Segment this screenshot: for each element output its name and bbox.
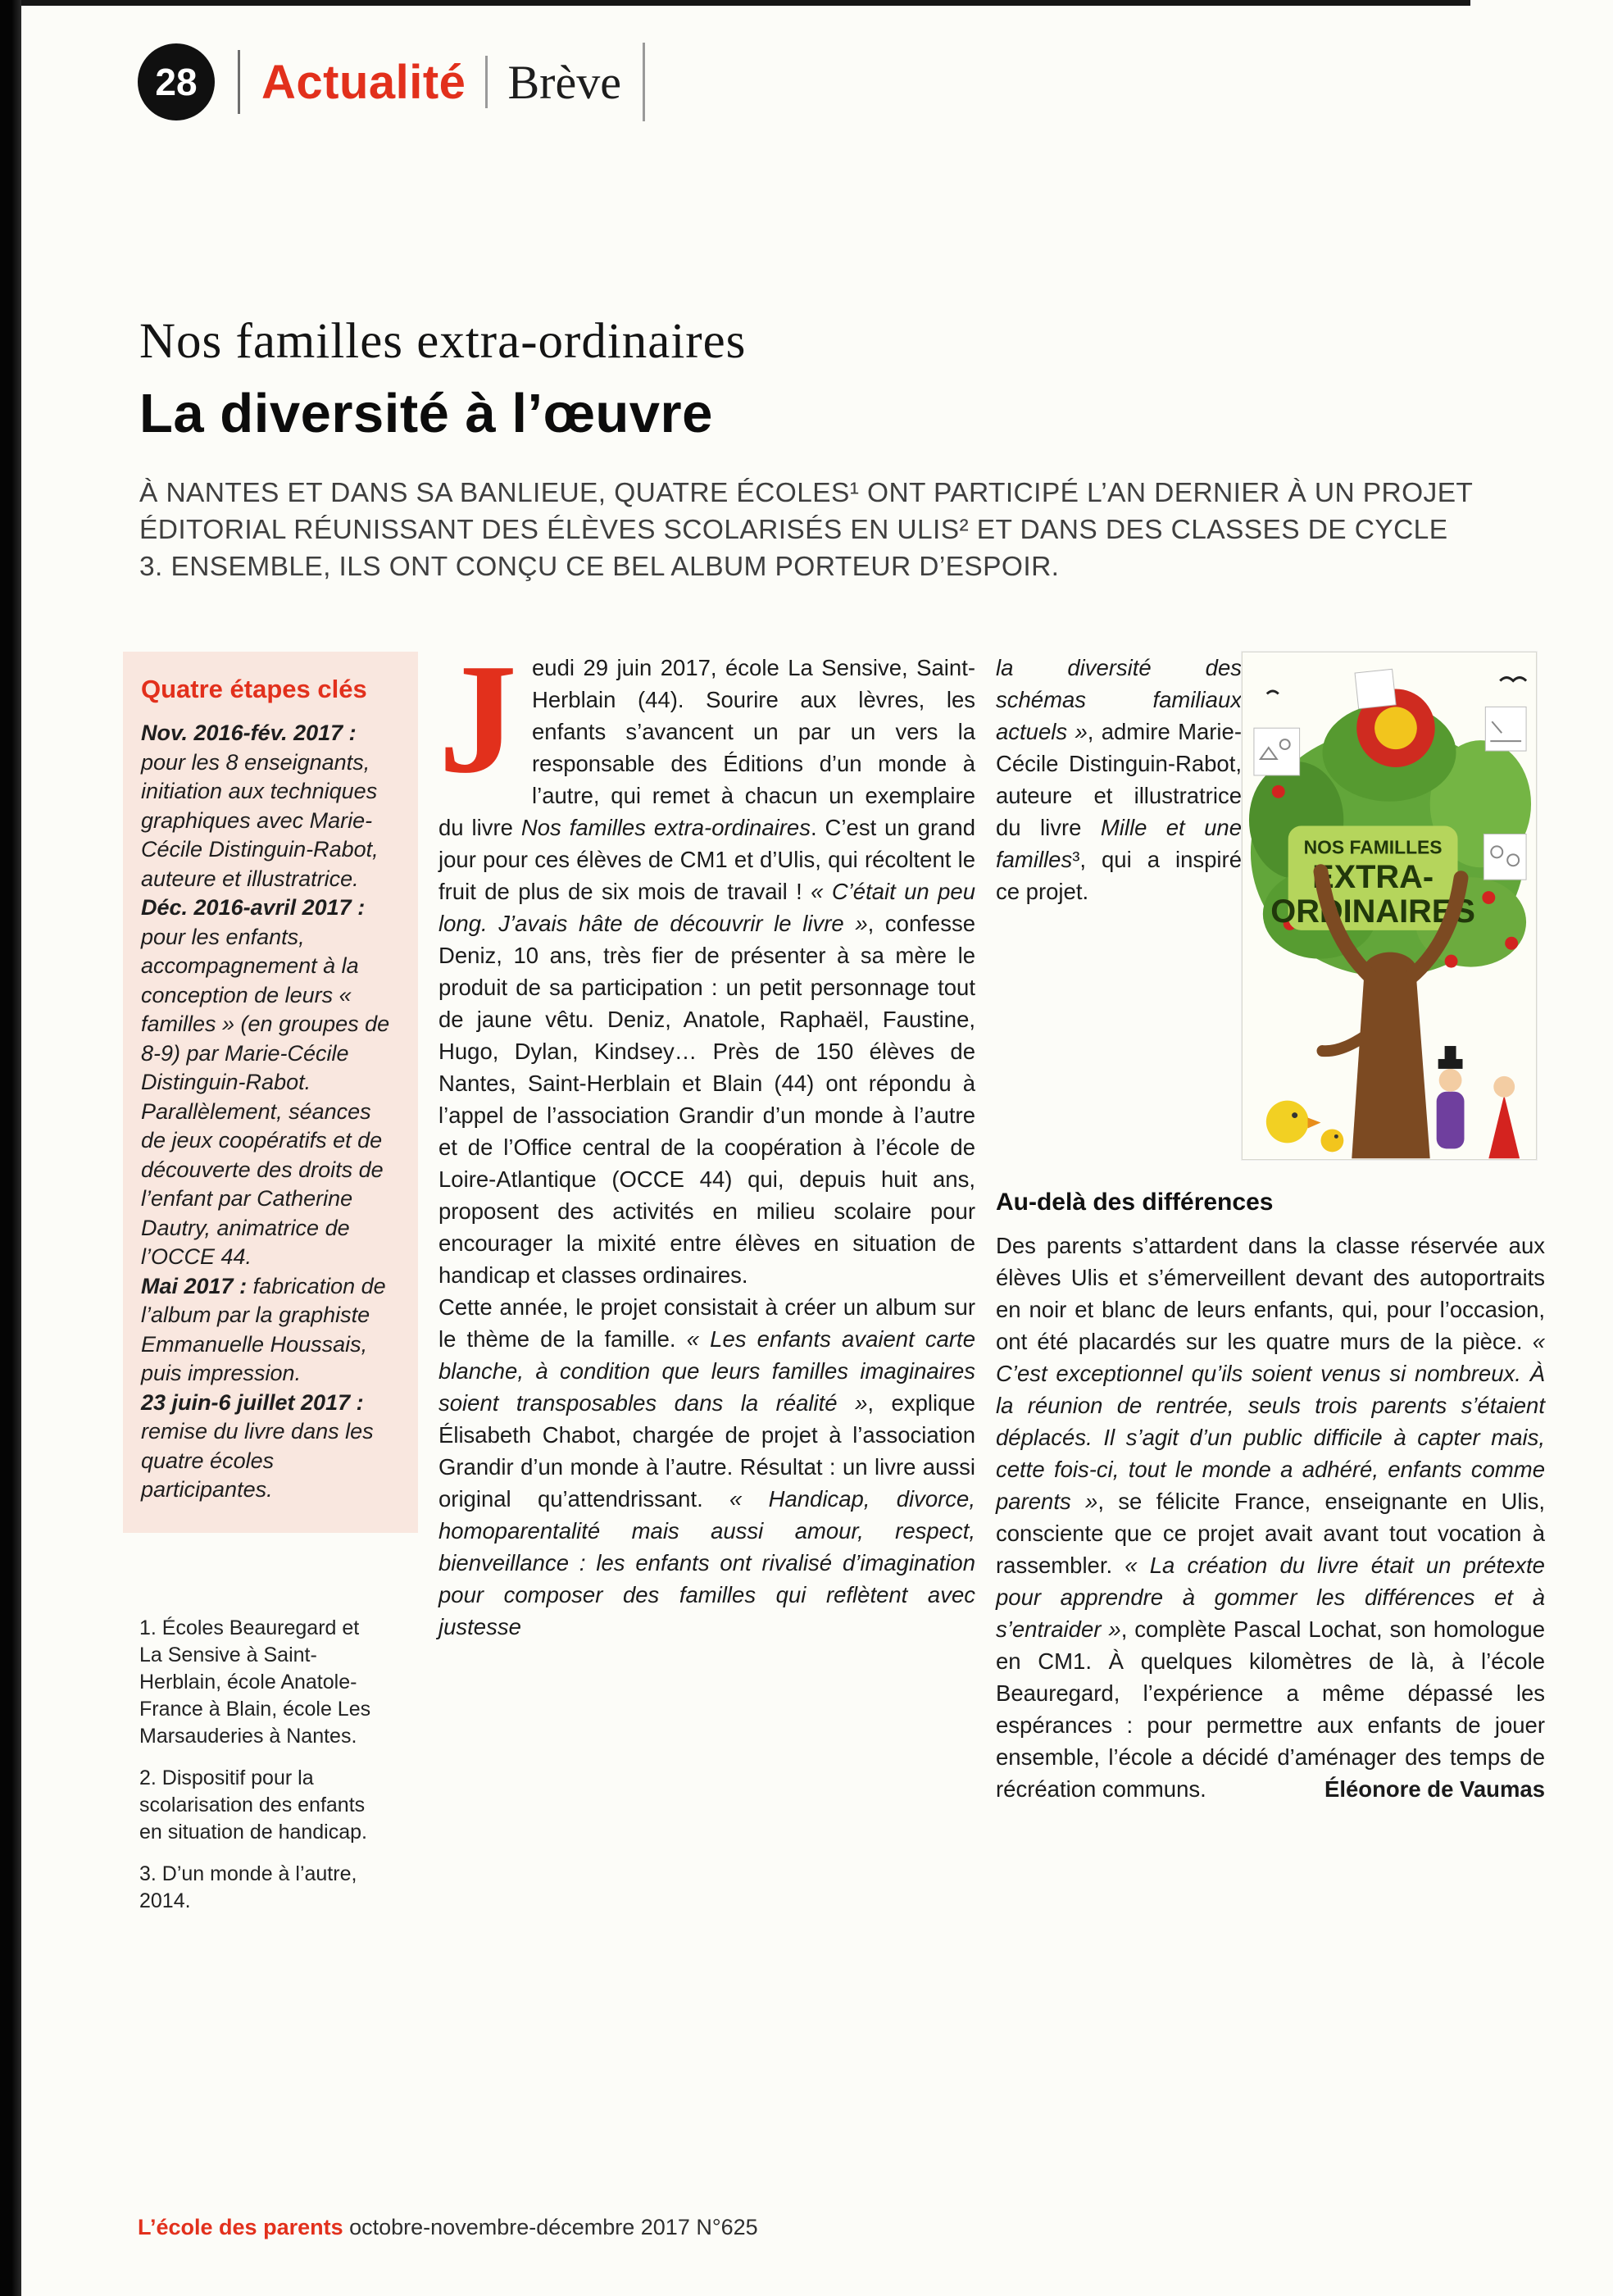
- paragraph-2-continuation: la diversité des schémas familiaux actuels », admire Marie-Cécile Distinguin-Rabot, auteure et illustratrice du livre Mille et une familles³, qui a inspiré ce projet.: [996, 655, 1242, 904]
- drop-cap: J: [438, 631, 517, 806]
- page-footer: [138, 2215, 758, 2240]
- sidebar-entry-date: Mai 2017 :: [141, 1273, 253, 1298]
- header-divider: [485, 56, 488, 108]
- sidebar-entry: [141, 719, 398, 893]
- sidebar-entry: [141, 1389, 398, 1505]
- sidebar-entry-date: 23 juin-6 juillet 2017 :: [141, 1389, 364, 1415]
- sidebar-entry: [141, 893, 398, 1272]
- scan-edge-left: [0, 0, 21, 2296]
- section-subhead: Au-delà des différences: [996, 1189, 1274, 1216]
- book-cover-photo: [1242, 652, 1537, 1160]
- header-divider: [238, 50, 240, 114]
- sidebar-title: Quatre étapes clés: [141, 675, 367, 703]
- article-columns: [123, 631, 1545, 1930]
- issue-info: octobre-novembre-décembre 2017 N°625: [343, 2215, 758, 2239]
- paragraph-2-text: Cette année, le projet consistait à créer un album sur le thème de la famille. « Les enfants avaient carte blanche, à condition que leurs familles imaginaires soient transposables dans la réalité », explique Élisabeth Chabot, chargée de projet à l’association Grandir d’un monde à l’autre. Résultat : un livre aussi original qu’attendrissant. « Handicap, divorce, homoparentalité mais aussi amour, respect, bienveillance : les enfants ont rivalisé d’imagination pour composer des familles qui reflètent avec justesse: [438, 1294, 975, 1639]
- article-paragraph-4: Des parents s’attardent dans la classe réservée aux élèves Ulis et s’émerveillent devant des autoportraits en noir et blanc de leurs enfants, qui, pour l’occasion, ont été placardés sur les quatre murs de la pièce. « C’est exceptionnel qu’ils soient venus si nombreux. À la réunion de rentrée, seuls trois parents s’étaient déplacés. Il s’agit d’un public difficile à capter mais, cette fois-ci, tout le monde a adhéré, enfants comme parents », se félicite France, enseignante en Ulis, consciente que ce projet avait avant tout vocation à rassembler. « La création du livre était un prétexte pour apprendre à gommer les différences et à s’entraider », complète Pascal Lochat, son homologue en CM1. À quelques kilomètres de là, à l’école Beauregard, l’expérience a même dépassé les espérances : pour permettre aux enfants de jouer ensemble, l’école a décidé d’aménager des temps de récréation communs.: [996, 1233, 1545, 1802]
- magazine-brand: L’école des parents: [138, 2215, 343, 2239]
- article-kicker: Nos familles extra-ordinaires: [139, 314, 747, 369]
- book-cover-illustration: [1243, 652, 1536, 1159]
- footnote-3: 3. D’un monde à l’autre, 2014.: [139, 1862, 357, 1912]
- sidebar-entry-text: fabrication de l’album par la graphiste Emmanuelle Houssais, puis impression.: [141, 1273, 386, 1385]
- sidebar-entry-date: Déc. 2016-avril 2017 :: [141, 895, 366, 920]
- header-divider: [643, 43, 645, 121]
- page-number-badge: 28: [138, 43, 215, 120]
- headline-block: [139, 313, 1484, 585]
- author-byline: Éléonore de Vaumas: [1324, 1776, 1545, 1802]
- article-paragraph-1: [438, 631, 976, 1291]
- left-column: [123, 652, 418, 1930]
- article-standfirst: À NANTES ET DANS SA BANLIEUE, QUATRE ÉCOLES¹ ONT PARTICIPÉ L’AN DERNIER À UN PROJET ÉDITORIAL RÉUNISSANT DES ÉLÈVES SCOLARISÉS EN ULIS² ET DANS DES CLASSES DE CYCLE 3. ENSEMBLE, ILS ONT CONÇU CE BEL ALBUM PORTEUR D’ESPOIR.: [139, 478, 1473, 582]
- sidebar-entry-text: remise du livre dans les quatre écoles participantes.: [141, 1419, 374, 1502]
- footnote-2: 2. Dispositif pour la scolarisation des enfants en situation de handicap.: [139, 1766, 367, 1844]
- article-title: La diversité à l’œuvre: [139, 383, 713, 444]
- sidebar-entry: [141, 1272, 398, 1389]
- section-label: Actualité: [261, 55, 466, 109]
- sidebar-entry-text: pour les enfants, accompagnement à la conception de leurs « familles » (en groupes de 8-9) par Marie-Cécile Distinguin-Rabot. Parallèlement, séances de jeux coopératifs et de découverte des droits de l’enfant par Catherine Dautry, animatrice de l’OCCE 44.: [141, 924, 390, 1269]
- sidebar-entry-text: pour les 8 enseignants, initiation aux techniques graphiques avec Marie-Cécile Distinguin-Rabot, auteure et illustratrice.: [141, 749, 379, 891]
- page-header: [138, 43, 645, 121]
- footnote-1: 1. Écoles Beauregard et La Sensive à Saint-Herblain, école Anatole-France à Blain, école Les Marsauderies à Nantes.: [139, 1616, 371, 1748]
- sidebar-entry-date: Nov. 2016-fév. 2017 :: [141, 721, 357, 745]
- article-body-column: [438, 631, 976, 1930]
- article-right-column: [996, 652, 1545, 1930]
- subsection-label: Brève: [507, 55, 621, 109]
- cover-title-line3: ORDINAIRES: [1270, 893, 1475, 930]
- article-paragraph-2: [438, 1291, 975, 1643]
- paragraph-1-text: eudi 29 juin 2017, école La Sensive, Saint-Herblain (44). Sourire aux lèvres, les enfants s’avancent un par un vers la responsable des Éditions d’un monde à l’autre, qui remet à chacun un exemplaire du livre Nos familles extra-ordinaires. C’est un grand jour pour ces élèves de CM1 et d’Ulis, qui récoltent le fruit de plus de six mois de travail ! « C’était un peu long. J’avais hâte de découvrir le livre », confesse Deniz, 10 ans, très fier de présenter à sa mère le produit de sa participation : un petit personnage tout de jaune vêtu. Deniz, Anatole, Raphaël, Faustine, Hugo, Dylan, Kindsey… Près de 150 élèves de Nantes, Saint-Herblain et Blain (44) ont répondu à l’appel de l’association Grandir d’un monde à l’autre et de l’Office central de la coopération à l’école de Loire-Atlantique (OCCE 44) qui, depuis huit ans, proposent des activités en milieu scolaire pour encourager la mixité entre élèves en situation de handicap et classes ordinaires.: [438, 655, 976, 1288]
- cover-title-line2: EXTRA-: [1312, 859, 1434, 896]
- right-column-top: [996, 652, 1545, 1160]
- footnotes-block: [123, 1615, 418, 1915]
- key-steps-sidebar: [123, 652, 418, 1533]
- cover-title-line1: NOS FAMILLES: [1303, 836, 1443, 858]
- scan-edge-top: [21, 0, 1470, 6]
